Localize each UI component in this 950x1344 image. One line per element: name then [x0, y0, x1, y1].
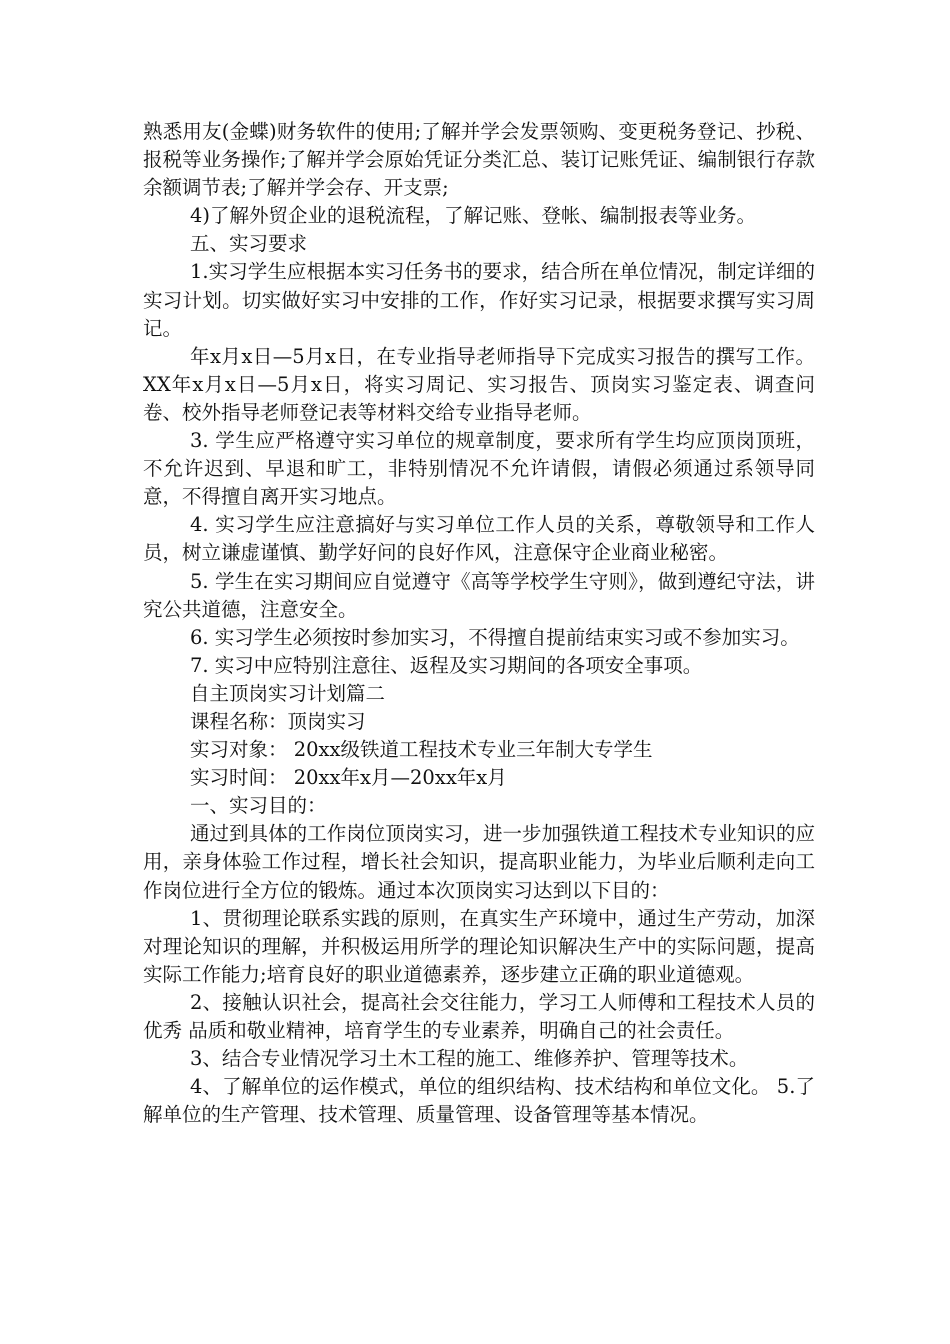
- paragraph-requirement-7: 7. 实习中应特别注意往、返程及实习期间的各项安全事项。: [190, 653, 703, 677]
- paragraph-requirement-1: 1.实习学生应根据本实习任务书的要求，结合所在单位情况，制定详细的实习计划。切实做好实习中安排的工作，作好实习记录，根据要求撰写实习周记。: [143, 260, 815, 340]
- section-heading-purpose: 一、实习目的：: [190, 794, 327, 818]
- course-name-line: 课程名称：顶岗实习: [190, 709, 366, 733]
- paragraph-requirement-4: 4. 实习学生应注意搞好与实习单位工作人员的关系，尊敬领导和工作人员，树立谦虚谨慎、勤学好问的良好作风，注意保守企业商业秘密。: [143, 513, 815, 565]
- paragraph-purpose-intro: 通过到具体的工作岗位顶岗实习，进一步加强铁道工程技术专业知识的应用，亲身体验工作过程，增长社会知识，提高职业能力，为毕业后顺利走向工作岗位进行全方位的锻炼。通过本次顶岗实习达到以下目的：: [143, 822, 815, 902]
- paragraph-purpose-3: 3、结合专业情况学习土木工程的施工、维修养护、管理等技术。: [190, 1047, 749, 1071]
- paragraph-software-skills: 熟悉用友(金蝶)财务软件的使用;了解并学会发票领购、变更税务登记、抄税、报税等业务操作;了解并学会原始凭证分类汇总、装订记账凭证、编制银行存款余额调节表;了解并学会存、开支票;: [143, 120, 815, 200]
- paragraph-requirement-5: 5. 学生在实习期间应自觉遵守《高等学校学生守则》，做到遵纪守法，讲究公共道德，注意安全。: [143, 569, 815, 621]
- paragraph-purpose-1: 1、贯彻理论联系实践的原则，在真实生产环境中，通过生产劳动，加深对理论知识的理解，并积极运用所学的理论知识解决生产中的实际问题，提高实际工作能力;培育良好的职业道德素养，逐步建立正确的职业道德观。: [143, 906, 815, 986]
- paragraph-requirement-6: 6. 实习学生必须按时参加实习，不得擅自提前结束实习或不参加实习。: [190, 625, 800, 649]
- paragraph-purpose-2: 2、接触认识社会，提高社会交往能力，学习工人师傅和工程技术人员的优秀 品质和敬业精神，培育学生的专业素养，明确自己的社会责任。: [143, 990, 815, 1042]
- internship-target-line: 实习对象： 20xx级铁道工程技术专业三年制大专学生: [190, 738, 653, 762]
- internship-time-line: 实习时间： 20xx年x月—20xx年x月: [190, 766, 507, 790]
- paragraph-purpose-4-5: 4、了解单位的运作模式，单位的组织结构、技术结构和单位文化。 5.了解单位的生产管理、技术管理、质量管理、设备管理等基本情况。: [143, 1075, 815, 1127]
- section-heading-requirements: 五、实习要求: [190, 232, 308, 256]
- paragraph-requirement-3: 3. 学生应严格遵守实习单位的规章制度，要求所有学生均应顶岗顶班，不允许迟到、早退和旷工，非特别情况不允许请假，请假必须通过系领导同意，不得擅自离开实习地点。: [143, 429, 815, 509]
- paragraph-requirement-2: 年x月x日—5月x日，在专业指导老师指导下完成实习报告的撰写工作。XX年x月x日—5月x日，将实习周记、实习报告、顶岗实习鉴定表、调查问卷、校外指导老师登记表等材料交给专业指导老师。: [143, 344, 815, 424]
- article-title-part-two: 自主顶岗实习计划篇二: [190, 681, 386, 705]
- paragraph-item-4-export-tax: 4)了解外贸企业的退税流程，了解记账、登帐、编制报表等业务。: [190, 204, 757, 228]
- document-body: [143, 118, 815, 1129]
